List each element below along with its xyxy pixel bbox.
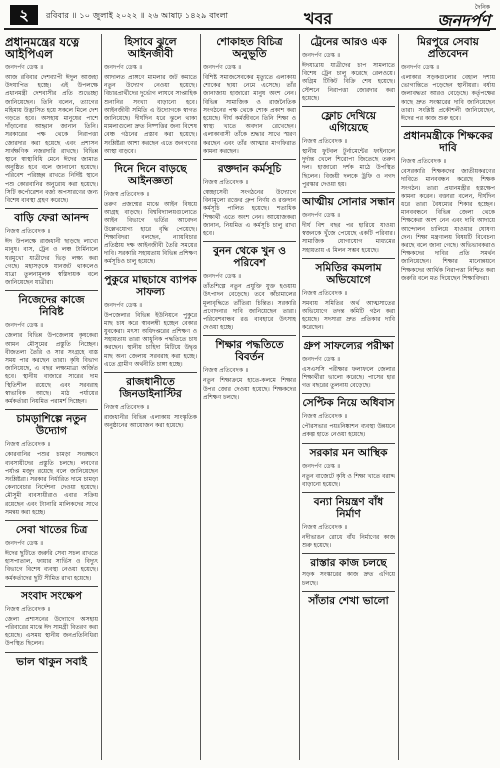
news-story xyxy=(302,492,395,550)
news-story xyxy=(302,591,395,607)
story-body: তরুণ প্রজন্মের মাঝে আইন বিষয়ে আগ্রহ বাড়ছে। বিশ্ববিদ্যালয়গুলোতে আইন বিভাগে ভর্তির আবেদন উল্লেখযোগ্য হারে বৃদ্ধি পেয়েছে। শিক্ষাবিদরা বলছেন, ন্যায়বিচার প্রতিষ্ঠায় দক্ষ আইনজীবী তৈরি সময়ের দাবি। সরকারি সহায়তায় বিভিন্ন প্রশিক্ষণ কর্মসূচিও চালু হয়েছে। xyxy=(104,201,197,266)
story-byline: জনদর্পণ ডেস্ক ॥ xyxy=(302,52,341,59)
masthead xyxy=(4,4,496,30)
story-divider xyxy=(5,290,98,291)
story-headline[interactable]: গ্রুপ সাফল্যের পরীক্ষা xyxy=(303,339,394,352)
story-headline[interactable]: বুনন থেকে খুন ও পরিবেশ xyxy=(213,245,286,270)
newspaper-logo xyxy=(437,4,490,30)
story-byline: নিজস্ব প্রতিবেদক ॥ xyxy=(5,228,51,236)
column-rule xyxy=(299,34,300,760)
column-rule xyxy=(200,34,201,760)
story-body: নদীভাঙন রোধে বাঁধ নির্মাণের কাজ শুরু হয়েছে। xyxy=(302,534,395,550)
story-divider xyxy=(401,126,495,127)
story-byline: জনদর্পণ ডেস্ক ॥ xyxy=(302,355,341,363)
news-story xyxy=(302,393,395,439)
story-byline: নিজস্ব প্রতিবেদক ॥ xyxy=(302,524,348,532)
story-body: এলাকার সড়কগুলোর বেহাল দশায় ভোগান্তিতে পড়েছেন স্থানীয়রা। বর্ষায় জলাবদ্ধতা আরও বেড়েছে। কর্তৃপক্ষের কাছে দ্রুত সংস্কারের দাবি জানিয়েছেন তারা। সংশ্লিষ্ট প্রকৌশলী জানিয়েছেন, ঈদের পর কাজ শুরু হবে। xyxy=(401,74,495,123)
story-body: ঈদের ছুটিতে জরুরি সেবা সচল রাখতে হাসপাতাল, ফায়ার সার্ভিস ও বিদ্যুৎ বিভাগে বিশেষ ব্যবস্থা নেওয়া হয়েছে। কর্মকর্তাদের ছুটি সীমিত রাখা হয়েছে। xyxy=(5,549,98,582)
news-story xyxy=(5,290,98,406)
news-story xyxy=(5,520,98,583)
story-body: আদালত প্রাঙ্গণে মামলার জট কমাতে নতুন উদ্যোগ নেওয়া হয়েছে। বিচারপ্রার্থীদের দুর্ভোগ লাঘবে সাপ্তাহিক শুনানির সংখ্যা বাড়ানো হবে। আইনজীবী সমিতি এ উদ্যোগকে স্বাগত জানিয়েছে। দীর্ঘদিন ধরে ঝুলে থাকা মামলাগুলো দ্রুত নিষ্পত্তির জন্য বিশেষ বেঞ্চ গঠনের প্রস্তাব করা হয়েছে। সংশ্লিষ্টরা আশা করছেন এতে জনগণের আস্থা বাড়বে। xyxy=(104,74,197,155)
story-divider xyxy=(302,393,395,394)
story-byline: জনদর্পণ ডেস্ক ॥ xyxy=(203,273,242,281)
story-byline: নিজস্ব প্রতিবেদক ॥ xyxy=(302,289,348,297)
story-headline[interactable]: সেপ্টিক নিয়ে অধিবাস xyxy=(302,397,395,410)
news-story xyxy=(104,270,197,369)
story-byline: নিজস্ব প্রতিবেদক ॥ xyxy=(401,158,447,166)
story-headline[interactable]: ফ্লোচ দেখিয়ে এগিয়েছে xyxy=(321,110,376,135)
story-body: নতুন বাজেটে কৃষি ও শিক্ষা খাতে বরাদ্দ বাড়ানো হয়েছে। xyxy=(302,472,395,488)
story-byline: নিজস্ব প্রতিবেদক ॥ xyxy=(302,413,348,421)
story-byline: জনদর্পণ ডেস্ক ॥ xyxy=(5,539,44,547)
column-5 xyxy=(401,34,495,762)
story-divider xyxy=(5,520,98,521)
news-story xyxy=(203,36,296,156)
news-story xyxy=(5,208,98,287)
story-body: ঈদযাত্রায় যাত্রীদের চাপ সামলাতে বিশেষ ট্রেন চালু করেছে রেলওয়ে। অগ্রিম টিকিট বিক্রি শেষ হয়েছে। স্টেশনে নিরাপত্তা জোরদার করা হয়েছে। xyxy=(302,62,395,102)
news-story xyxy=(302,192,395,255)
story-headline[interactable]: পুকুরে মাছচাষে ব্যাপক সাফল্য xyxy=(104,273,197,298)
column-1 xyxy=(5,34,98,762)
story-headline[interactable]: বাড়ি ফেরা আনন্দ xyxy=(14,212,89,225)
story-byline: জনদর্পণ ডেস্ক ॥ xyxy=(203,64,242,71)
story-byline: জনদর্পণ ডেস্ক ॥ xyxy=(104,64,143,71)
news-story xyxy=(302,336,395,391)
logo-brand: জনদর্পণ xyxy=(437,11,490,30)
story-body: বিশিষ্ট সমাজসেবকের মৃত্যুতে এলাকায় শোকের ছায়া নেমে এসেছে। তাঁর জানাজায় হাজারো মানুষ অংশ নেন। বিভিন্ন সামাজিক ও রাজনৈতিক সংগঠনের পক্ষ থেকে শোক প্রকাশ করা হয়েছে। দীর্ঘ কর্মজীবনে তিনি শিক্ষা ও স্বাস্থ্য খাতে অবদান রেখেছেন। এলাকাবাসী তাঁকে শ্রদ্ধার সাথে স্মরণ করছেন এবং তাঁর আত্মার মাগফিরাত কামনা করছেন। xyxy=(203,74,296,155)
story-byline: জনদর্পণ ডেস্ক ॥ xyxy=(5,322,44,330)
story-headline[interactable]: মিরপুরে সেবায় প্রতিবেদন xyxy=(417,36,479,60)
news-story xyxy=(5,36,98,205)
story-headline[interactable]: শোকাহত বিচিত্র অনুভূতি xyxy=(216,36,283,60)
story-divider xyxy=(104,270,197,271)
story-body: পৌরসভার পয়ঃনিষ্কাশন ব্যবস্থা উন্নয়নে প্রকল্প হাতে নেওয়া হয়েছে। xyxy=(302,423,395,439)
story-headline[interactable]: সংবাদ সংক্ষেপ xyxy=(21,589,82,602)
story-byline: নিজস্ব প্রতিবেদক ॥ xyxy=(5,605,51,613)
news-story xyxy=(5,652,98,668)
story-byline: নিজস্ব প্রতিবেদক ॥ xyxy=(5,441,51,449)
story-body: আজ রবিবার দেশব্যাপী ঈদুল আজহা উদযাপিত হচ্ছে। এই উপলক্ষে প্রধানমন্ত্রী দেশবাসীর প্রতি শুভেচ্ছা জানিয়েছেন। তিনি বলেন, ত্যাগের মহিমায় উদ্ভাসিত হয়ে সকলে মিলে দেশ গড়তে হবে। অসহায় মানুষের পাশে দাঁড়ানোর আহ্বান জানান তিনি। সরকারের পক্ষ থেকে নিরাপত্তা জোরদার করা হয়েছে এবং প্রশাসন সার্বক্ষণিক নজরদারি রাখছে। বিভিন্ন স্থানে স্বাস্থ্যবিধি মেনে ঈদের জামাত অনুষ্ঠিত হবে বলে জানানো হয়েছে। পরিবেশ পরিচ্ছন্ন রাখতে নির্দিষ্ট স্থানে পশু কোরবানির অনুরোধ করা হয়েছে। সিটি কর্পোরেশন বর্জ্য অপসারণের জন্য বিশেষ ব্যবস্থা গ্রহণ করেছে। xyxy=(5,74,98,205)
story-byline: নিজস্ব প্রতিবেদক ॥ xyxy=(104,404,150,412)
story-body: সমবায় সমিতির অর্থ আত্মসাতের অভিযোগে তদন্ত কমিটি গঠন করা হয়েছে। সদস্যরা দ্রুত প্রতিকার দাবি করেছেন। xyxy=(302,299,395,332)
story-headline[interactable]: বন্যা নিয়ন্ত্রণ বাঁধ নির্মাণ xyxy=(313,496,384,521)
story-body: উপজেলার বিভিন্ন ইউনিয়নে পুকুরে মাছ চাষ করে স্বাবলম্বী হচ্ছেন বেকার যুবকেরা। মৎস্য অধিদপ্তরের প্রশিক্ষণ ও সহায়তায় তারা আধুনিক পদ্ধতিতে চাষ করছেন। স্থানীয় চাহিদা মিটিয়ে উদ্বৃত্ত মাছ অন্য জেলায় সরবরাহ করা হচ্ছে। এতে গ্রামীণ অর্থনীতি চাঙ্গা হচ্ছে। xyxy=(104,311,197,368)
news-story xyxy=(401,36,495,123)
news-story xyxy=(302,553,395,587)
story-divider xyxy=(5,208,98,209)
story-divider xyxy=(302,492,395,493)
logo-daily-label: দৈনিক xyxy=(474,4,490,11)
story-headline[interactable]: রক্তদান কর্মসূচি xyxy=(217,163,282,176)
news-story xyxy=(5,586,98,649)
story-body: জেলা প্রশাসনের উদ্যোগে অসহায় পরিবারের মাঝে ঈদ সামগ্রী বিতরণ করা হয়েছে। এসময় স্থানীয় জনপ্রতিনিধিরা উপস্থিত ছিলেন। xyxy=(5,615,98,648)
story-body: সড়ক সংস্কারের কাজ দ্রুত এগিয়ে চলছে। xyxy=(302,571,395,587)
news-story xyxy=(203,335,296,402)
story-divider xyxy=(302,258,395,259)
story-headline[interactable]: সেবা খাতের চিত্র xyxy=(15,523,88,536)
section-title: খবর xyxy=(304,9,333,28)
news-story xyxy=(302,36,395,103)
story-byline: জনদর্পণ ডেস্ক ॥ xyxy=(401,64,440,71)
story-headline[interactable]: ভাল থাকুন সবাই xyxy=(16,655,87,668)
news-story xyxy=(401,126,495,283)
column-rule xyxy=(101,34,102,760)
story-body: কোরবানির পশুর চামড়া সংরক্ষণে ব্যবসায়ীদের প্রস্তুতি চলছে। লবণের পর্যাপ্ত মজুদ রয়েছে বলে জানিয়েছেন সংশ্লিষ্টরা। সরকার নির্ধারিত দামে চামড়া কেনাবেচার নির্দেশনা দেওয়া হয়েছে। মৌসুমী ব্যবসায়ীরাও এবার সক্রিয় রয়েছেন এবং ট্যানারি মালিকদের সাথে সমন্বয় করা হচ্ছে। xyxy=(5,451,98,516)
story-headline[interactable]: শিক্ষার পদ্ধতিতে বিবর্তন xyxy=(215,339,284,364)
dateline: রবিবার ॥ ১০ জুলাই ২০২২ ॥ ২৬ আষাঢ় ১৪২৯ বাংলা xyxy=(46,11,229,20)
story-byline: জনদর্পণ ডেস্ক ॥ xyxy=(302,212,341,220)
story-headline[interactable]: সরকার মন আস্থিক xyxy=(309,446,388,459)
story-divider xyxy=(104,159,197,160)
story-divider xyxy=(302,591,395,592)
news-story xyxy=(104,372,197,430)
story-headline[interactable]: ট্রেনের আরও এক xyxy=(310,36,387,48)
story-body: রাজধানীর বিভিন্ন এলাকায় সাংস্কৃতিক অনুষ্ঠানের আয়োজন করা হয়েছে। xyxy=(104,414,197,430)
story-body: স্থানীয় ফুটবল টুর্নামেন্টের ফাইনালে দুর্দান্ত খেলে শিরোপা জিতেছে তরুণ দল। হাজারো দর্শক মাঠে উপস্থিত ছিলেন। বিজয়ী দলকে ট্রফি ও নগদ পুরস্কার দেওয়া হয়। xyxy=(302,148,395,188)
story-byline: নিজস্ব প্রতিবেদক ॥ xyxy=(104,191,150,199)
story-divider xyxy=(5,409,98,410)
column-rule xyxy=(398,34,399,760)
story-headline[interactable]: নিজেদের কাজে নিবিষ্ট xyxy=(18,294,85,319)
story-body: জেলার বিভিন্ন উপজেলায় কৃষকেরা আমন মৌসুমের প্রস্তুতি নিচ্ছেন। বীজতলা তৈরি ও সার সংগ্রহে ব্যস্ত সময় পার করছেন তারা। কৃষি বিভাগ জানিয়েছে, এ বছর লক্ষ্যমাত্রা অর্জিত হবে। স্থানীয় বাজারে সারের দাম স্থিতিশীল রয়েছে এবং সরবরাহ স্বাভাবিক আছে। মাঠ পর্যায়ের কর্মকর্তারা নিয়মিত পরামর্শ দিচ্ছেন। xyxy=(5,332,98,406)
news-story xyxy=(104,36,197,156)
story-divider xyxy=(203,159,296,160)
column-2 xyxy=(104,34,197,762)
news-story xyxy=(203,241,296,332)
story-headline[interactable]: প্রধানমন্ত্রীকে শিক্ষকের দাবি xyxy=(403,130,493,155)
story-body: দীর্ঘ বিশ বছর পর হারিয়ে যাওয়া স্বজনকে খুঁজে পেয়েছে একটি পরিবার। সামাজিক যোগাযোগ মাধ্যমের সহায়তায় এ মিলন সম্ভব হয়েছে। xyxy=(302,222,395,254)
story-byline: নিজস্ব প্রতিবেদক ॥ xyxy=(203,179,249,187)
story-body: এসএসসি পরীক্ষার ফলাফলে জেলার শিক্ষার্থীরা ভালো করেছে। পাসের হার গত বছরের তুলনায় বেড়েছে। xyxy=(302,365,395,390)
story-headline[interactable]: রাজধানীতে জিনডাইনাস্টির xyxy=(119,376,182,401)
story-byline: জনদর্পণ ডেস্ক ॥ xyxy=(5,64,44,71)
news-story xyxy=(5,409,98,517)
story-byline: নিজস্ব প্রতিবেদক ॥ xyxy=(302,138,348,146)
news-story xyxy=(302,443,395,489)
news-story xyxy=(302,106,395,189)
news-story xyxy=(203,159,296,238)
story-byline: নিজস্ব প্রতিবেদক ॥ xyxy=(203,367,249,375)
story-headline[interactable]: দিনে দিনে বাড়ছে আইনজ্ঞতা xyxy=(114,163,187,188)
story-body: ঈদ উপলক্ষে রাজধানী ছাড়ছে লাখো মানুষ। বাস, ট্রেন ও লঞ্চ টার্মিনালে ঘরমুখো যাত্রীদের ভিড় লক্ষ্য করা গেছে। মহাসড়কে যানজট থাকলেও যাত্রা তুলনামূলক স্বস্তিদায়ক বলে জানিয়েছেন যাত্রীরা। xyxy=(5,238,98,287)
page-number: ২ xyxy=(10,5,38,25)
news-story xyxy=(104,159,197,267)
story-byline: জনদর্পণ ডেস্ক ॥ xyxy=(104,301,143,309)
story-divider xyxy=(302,336,395,337)
story-divider xyxy=(203,241,296,242)
story-body: তাঁতশিল্পে নতুন প্রযুক্তি যুক্ত হওয়ায় উৎপাদন বেড়েছে। তবে কাঁচামালের মূল্যবৃদ্ধিতে তাঁতিরা চিন্তিত। সরকারি প্রণোদনার দাবি জানিয়েছেন তারা। পরিবেশবান্ধব রঙ ব্যবহারে উৎসাহ দেওয়া হচ্ছে। xyxy=(203,283,296,332)
story-divider xyxy=(302,553,395,554)
story-divider xyxy=(203,335,296,336)
column-3 xyxy=(203,34,296,762)
story-byline: জনদর্পণ ডেস্ক ॥ xyxy=(302,462,341,470)
story-headline[interactable]: সমিতির কমলাম অভিযোগে xyxy=(315,261,382,286)
story-headline[interactable]: চামড়াশিল্পে নতুন উদ্যোগ xyxy=(16,413,87,438)
story-divider xyxy=(302,192,395,193)
story-headline[interactable]: রাস্তার কাজ চলছে xyxy=(310,557,387,570)
story-divider xyxy=(302,106,395,107)
story-headline[interactable]: আত্মীয় সোনার সন্ধান xyxy=(302,196,395,209)
story-divider xyxy=(104,372,197,373)
story-body: স্বেচ্ছাসেবী সংগঠনের উদ্যোগে বিনামূল্যে রক্তের গ্রুপ নির্ণয় ও রক্তদান কর্মসূচি পালিত হয়েছে। শতাধিক শিক্ষার্থী এতে অংশ নেন। আয়োজকরা জানান, নিয়মিত এ কর্মসূচি চালু রাখা হবে। xyxy=(203,189,296,238)
story-body: নতুন শিক্ষাক্রমে হাতে-কলমে শিক্ষার উপর জোর দেওয়া হয়েছে। শিক্ষকদের প্রশিক্ষণ চলছে। xyxy=(203,377,296,401)
column-4 xyxy=(302,34,395,762)
story-divider xyxy=(5,652,98,653)
news-story xyxy=(302,258,395,333)
story-headline[interactable]: হিসাবে ঝুলে আইনজীবী xyxy=(124,36,177,60)
story-divider xyxy=(5,586,98,587)
story-headline[interactable]: প্রধানমন্ত্রের যত্নে আইপিএল xyxy=(5,35,80,61)
story-divider xyxy=(302,443,395,444)
story-headline[interactable]: সাঁতার শেখা ভালো xyxy=(308,594,389,607)
story-body: বেসরকারি শিক্ষকদের জাতীয়করণের দাবিতে মানববন্ধন করেছে শিক্ষক সংগঠন। তারা প্রধানমন্ত্রীর হস্তক্ষেপ কামনা করেন। বক্তারা বলেন, দীর্ঘদিন ধরে তারা বৈষম্যের শিকার হচ্ছেন। মানববন্ধনে বিভিন্ন জেলা থেকে শিক্ষকেরা অংশ নেন এবং দাবি আদায়ে আন্দোলন চালিয়ে যাওয়ার ঘোষণা দেন। শিক্ষা মন্ত্রণালয় বিষয়টি বিবেচনা করছে বলে জানা গেছে। অভিভাবকরাও শিক্ষকদের দাবির প্রতি সমর্থন জানিয়েছেন। শিক্ষার মানোন্নয়নে শিক্ষকদের আর্থিক নিরাপত্তা নিশ্চিত করা জরুরি বলে মত দিয়েছেন শিক্ষাবিদরা। xyxy=(401,168,495,282)
